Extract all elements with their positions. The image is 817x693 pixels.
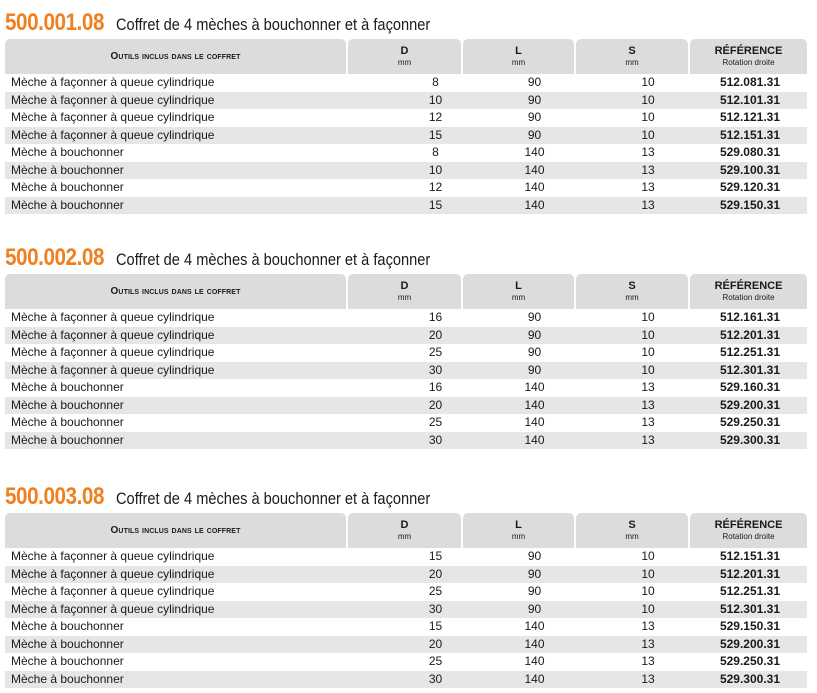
table-row	[5, 74, 807, 92]
header-s-label: S	[628, 519, 636, 531]
header-s	[576, 513, 688, 548]
table-row	[5, 92, 807, 110]
cell-reference: 512.301.31	[719, 362, 780, 377]
table-header	[5, 274, 807, 309]
cell-d: 8	[432, 145, 439, 159]
cell-reference: 512.121.31	[719, 110, 780, 124]
cell-d: 20	[428, 566, 443, 581]
cell-tool-name: Mèche à façonner à queue cylindrique	[11, 75, 215, 89]
header-s-label: S	[628, 45, 636, 57]
header-ref-label: RÉFÉRENCE	[714, 519, 783, 531]
header-tools	[5, 39, 346, 74]
header-l	[463, 513, 574, 548]
table-row	[5, 127, 807, 145]
header-ref	[690, 513, 807, 548]
cell-l: 90	[527, 110, 542, 124]
table-body	[5, 74, 807, 214]
cell-reference: 512.101.31	[719, 92, 780, 107]
cell-reference: 512.251.31	[719, 345, 780, 359]
cell-l: 140	[524, 180, 545, 194]
cell-s: 10	[641, 584, 655, 598]
cell-reference: 512.161.31	[719, 310, 780, 324]
section-description: Coffret de 4 mèches à bouchonner et à façonner	[116, 489, 431, 508]
cell-l: 140	[524, 162, 545, 177]
cell-l: 140	[524, 397, 545, 412]
cell-d: 15	[428, 197, 443, 212]
cell-s: 13	[641, 180, 655, 194]
table-row	[5, 601, 807, 619]
header-d-label: D	[400, 519, 409, 531]
cell-reference: 512.201.31	[719, 327, 780, 342]
section-title	[5, 479, 807, 509]
cell-reference: 512.151.31	[719, 127, 780, 142]
header-d	[348, 39, 461, 74]
cell-reference: 512.151.31	[719, 549, 780, 563]
cell-l: 90	[527, 92, 542, 107]
cell-reference: 512.251.31	[719, 584, 780, 598]
cell-tool-name: Mèche à façonner à queue cylindrique	[11, 110, 215, 124]
cell-s: 13	[641, 654, 655, 668]
header-l	[463, 39, 574, 74]
table-row	[5, 179, 807, 197]
cell-tool-name: Mèche à façonner à queue cylindrique	[11, 362, 215, 377]
cell-tool-name: Mèche à façonner à queue cylindrique	[11, 310, 215, 324]
header-l-label: L	[515, 45, 522, 57]
cell-l: 90	[527, 584, 542, 598]
header-d-unit: mm	[397, 293, 412, 302]
table-row	[5, 432, 807, 450]
cell-tool-name: Mèche à bouchonner	[11, 636, 124, 651]
table-row	[5, 309, 807, 327]
table-row	[5, 583, 807, 601]
cell-l: 90	[527, 566, 542, 581]
cell-d: 30	[428, 432, 443, 447]
cell-s: 13	[641, 636, 655, 651]
cell-s: 13	[641, 197, 655, 212]
cell-d: 25	[428, 345, 443, 359]
cell-tool-name: Mèche à bouchonner	[11, 619, 124, 633]
cell-reference: 529.150.31	[719, 197, 780, 212]
table-row	[5, 397, 807, 415]
cell-l: 90	[527, 327, 542, 342]
cell-reference: 529.200.31	[719, 636, 780, 651]
cell-s: 13	[641, 380, 655, 394]
cell-l: 140	[524, 619, 545, 633]
header-l-label: L	[515, 280, 522, 292]
header-tools-label: Outils inclus dans le coffret	[110, 525, 241, 536]
cell-l: 90	[527, 345, 542, 359]
section-description: Coffret de 4 mèches à bouchonner et à façonner	[116, 250, 431, 269]
cell-tool-name: Mèche à façonner à queue cylindrique	[11, 327, 215, 342]
cell-l: 140	[524, 145, 545, 159]
table-body	[5, 548, 807, 688]
cell-l: 90	[527, 362, 542, 377]
table-header	[5, 39, 807, 74]
header-ref-sub: Rotation droite	[722, 293, 775, 302]
cell-l: 140	[524, 671, 545, 686]
cell-l: 90	[527, 75, 542, 89]
header-d-unit: mm	[397, 532, 412, 541]
cell-reference: 529.150.31	[719, 619, 780, 633]
table-row	[5, 414, 807, 432]
cell-s: 10	[641, 75, 655, 89]
cell-l: 90	[527, 601, 542, 616]
cell-l: 140	[524, 432, 545, 447]
cell-reference: 529.080.31	[719, 145, 780, 159]
cell-tool-name: Mèche à façonner à queue cylindrique	[11, 549, 215, 563]
cell-tool-name: Mèche à façonner à queue cylindrique	[11, 601, 215, 616]
table-body	[5, 309, 807, 449]
table-row	[5, 197, 807, 215]
cell-d: 15	[428, 127, 443, 142]
cell-s: 10	[641, 601, 655, 616]
header-s	[576, 39, 688, 74]
cell-tool-name: Mèche à bouchonner	[11, 671, 124, 686]
cell-tool-name: Mèche à façonner à queue cylindrique	[11, 92, 215, 107]
cell-s: 10	[641, 566, 655, 581]
cell-l: 140	[524, 197, 545, 212]
cell-tool-name: Mèche à bouchonner	[11, 180, 124, 194]
cell-reference: 529.100.31	[719, 162, 780, 177]
section-reference: 500.003.08	[5, 483, 105, 510]
cell-reference: 512.081.31	[719, 75, 780, 89]
product-section	[5, 479, 807, 688]
cell-tool-name: Mèche à bouchonner	[11, 654, 124, 668]
cell-l: 140	[524, 415, 545, 429]
cell-d: 16	[428, 380, 443, 394]
table-header	[5, 513, 807, 548]
table-row	[5, 636, 807, 654]
cell-s: 13	[641, 162, 655, 177]
header-l-label: L	[515, 519, 522, 531]
table-row	[5, 671, 807, 689]
cell-tool-name: Mèche à façonner à queue cylindrique	[11, 584, 215, 598]
section-title	[5, 5, 807, 35]
cell-tool-name: Mèche à façonner à queue cylindrique	[11, 345, 215, 359]
header-ref-sub: Rotation droite	[722, 532, 775, 541]
table-row	[5, 379, 807, 397]
cell-l: 140	[524, 636, 545, 651]
header-tools	[5, 513, 346, 548]
header-d	[348, 274, 461, 309]
product-section	[5, 5, 807, 214]
cell-l: 90	[527, 127, 542, 142]
cell-d: 30	[428, 671, 443, 686]
cell-d: 25	[428, 654, 443, 668]
header-d-unit: mm	[397, 58, 412, 67]
table-row	[5, 618, 807, 636]
cell-tool-name: Mèche à façonner à queue cylindrique	[11, 566, 215, 581]
header-d	[348, 513, 461, 548]
cell-tool-name: Mèche à bouchonner	[11, 197, 124, 212]
cell-d: 10	[428, 92, 443, 107]
cell-tool-name: Mèche à bouchonner	[11, 380, 124, 394]
cell-s: 10	[641, 92, 655, 107]
header-s-unit: mm	[625, 58, 639, 67]
table-row	[5, 344, 807, 362]
header-ref	[690, 274, 807, 309]
cell-tool-name: Mèche à bouchonner	[11, 162, 124, 177]
cell-l: 90	[527, 549, 542, 563]
table-row	[5, 109, 807, 127]
cell-tool-name: Mèche à bouchonner	[11, 432, 124, 447]
cell-reference: 529.120.31	[719, 180, 780, 194]
cell-tool-name: Mèche à bouchonner	[11, 415, 124, 429]
header-l-unit: mm	[511, 293, 526, 302]
cell-s: 10	[641, 362, 655, 377]
table-row	[5, 362, 807, 380]
header-s-label: S	[628, 280, 636, 292]
cell-s: 10	[641, 127, 655, 142]
header-d-label: D	[400, 280, 409, 292]
cell-reference: 529.250.31	[719, 654, 780, 668]
cell-d: 12	[428, 110, 443, 124]
cell-reference: 529.300.31	[719, 671, 780, 686]
cell-l: 90	[527, 310, 542, 324]
cell-s: 10	[641, 327, 655, 342]
table-row	[5, 548, 807, 566]
cell-s: 13	[641, 619, 655, 633]
section-reference: 500.001.08	[5, 9, 105, 36]
cell-s: 10	[641, 110, 655, 124]
cell-l: 140	[524, 380, 545, 394]
cell-d: 30	[428, 601, 443, 616]
section-reference: 500.002.08	[5, 244, 105, 271]
cell-reference: 512.201.31	[719, 566, 780, 581]
cell-l: 140	[524, 654, 545, 668]
cell-s: 13	[641, 671, 655, 686]
cell-d: 10	[428, 162, 443, 177]
header-s	[576, 274, 688, 309]
cell-s: 13	[641, 145, 655, 159]
header-ref-sub: Rotation droite	[722, 58, 775, 67]
header-l-unit: mm	[511, 58, 526, 67]
table-row	[5, 327, 807, 345]
cell-reference: 512.301.31	[719, 601, 780, 616]
header-tools	[5, 274, 346, 309]
cell-s: 13	[641, 397, 655, 412]
cell-reference: 529.300.31	[719, 432, 780, 447]
table-row	[5, 144, 807, 162]
cell-d: 20	[428, 636, 443, 651]
cell-d: 15	[428, 619, 443, 633]
cell-d: 30	[428, 362, 443, 377]
cell-tool-name: Mèche à bouchonner	[11, 397, 124, 412]
cell-s: 13	[641, 432, 655, 447]
cell-s: 13	[641, 415, 655, 429]
header-s-unit: mm	[625, 532, 639, 541]
product-section	[5, 240, 807, 449]
cell-reference: 529.160.31	[719, 380, 780, 394]
header-ref-label: RÉFÉRENCE	[714, 45, 783, 57]
cell-d: 25	[428, 415, 443, 429]
cell-d: 20	[428, 397, 443, 412]
cell-s: 10	[641, 345, 655, 359]
header-l	[463, 274, 574, 309]
header-tools-label: Outils inclus dans le coffret	[110, 286, 241, 297]
cell-d: 8	[432, 75, 439, 89]
cell-tool-name: Mèche à façonner à queue cylindrique	[11, 127, 215, 142]
cell-d: 25	[428, 584, 443, 598]
table-row	[5, 162, 807, 180]
header-tools-label: Outils inclus dans le coffret	[110, 51, 241, 62]
header-l-unit: mm	[511, 532, 526, 541]
header-d-label: D	[400, 45, 409, 57]
cell-s: 10	[641, 549, 655, 563]
cell-reference: 529.250.31	[719, 415, 780, 429]
cell-d: 15	[428, 549, 443, 563]
cell-tool-name: Mèche à bouchonner	[11, 145, 124, 159]
cell-s: 10	[641, 310, 655, 324]
cell-d: 20	[428, 327, 443, 342]
header-s-unit: mm	[625, 293, 639, 302]
table-row	[5, 566, 807, 584]
header-ref	[690, 39, 807, 74]
cell-d: 12	[428, 180, 443, 194]
cell-reference: 529.200.31	[719, 397, 780, 412]
table-row	[5, 653, 807, 671]
cell-d: 16	[428, 310, 443, 324]
section-title	[5, 240, 807, 270]
section-description: Coffret de 4 mèches à bouchonner et à façonner	[116, 15, 431, 34]
header-ref-label: RÉFÉRENCE	[714, 280, 783, 292]
